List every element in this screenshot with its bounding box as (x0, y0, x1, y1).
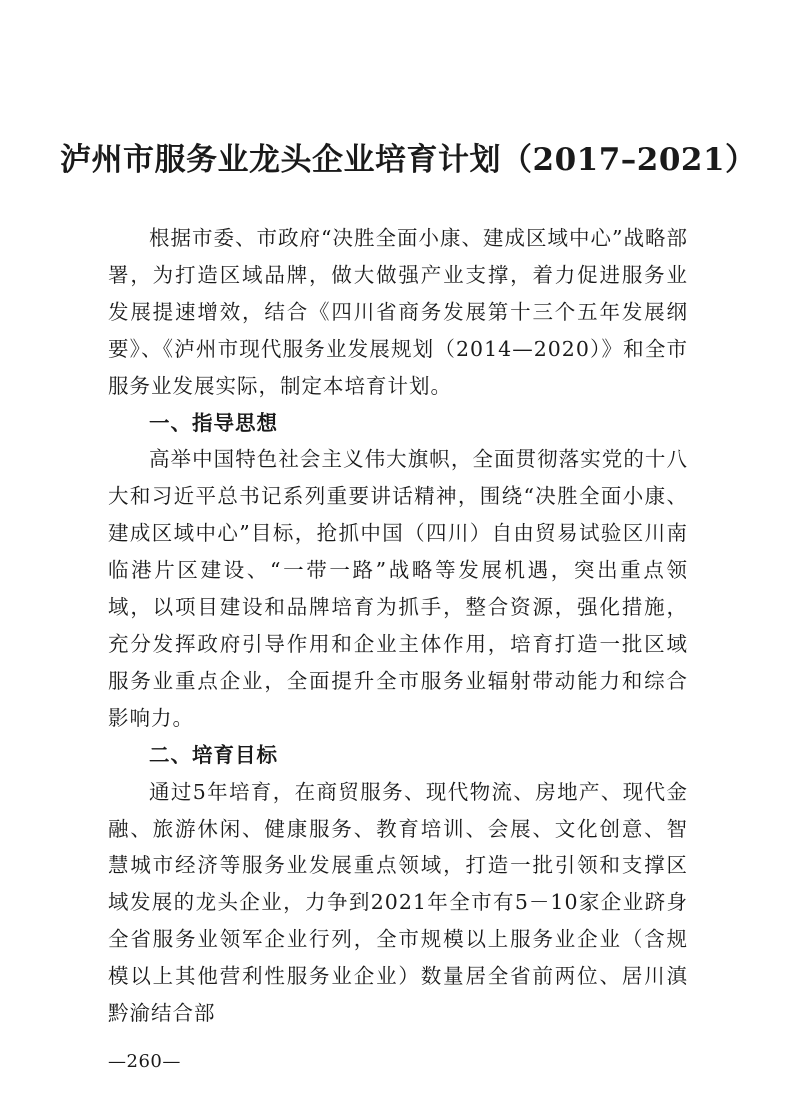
section-paragraph: 通过5年培育，在商贸服务、现代物流、房地产、现代金融、旅游休闲、健康服务、教育培训、会展、文化创意、智慧城市经济等服务业发展重点领域，打造一批引领和支撑区域发展的龙头企业，力争到2021年全市有5－10家企业跻身全省服务业领军企业行列，全市规模以上服务业企业（含规模以上其他营利性服务业企业）数量居全省前两位、居川滇黔渝结合部 (108, 779, 688, 1026)
page-number: —260— (108, 1051, 181, 1072)
section-paragraph: 高举中国特色社会主义伟大旗帜，全面贯彻落实党的十八大和习近平总书记系列重要讲话精神，围绕“决胜全面小康、建成区域中心”目标，抢抓中国（四川）自由贸易试验区川南临港片区建设、“一带一路”战略等发展机遇，突出重点领域，以项目建设和品牌培育为抓手，整合资源，强化措施，充分发挥政府引导作用和企业主体作用，培育打造一批区域服务业重点企业，全面提升全市服务业辐射带动能力和综合影响力。 (108, 447, 688, 730)
section-heading: 一、指导思想 (149, 410, 278, 435)
section-heading: 二、培育目标 (149, 742, 278, 767)
document-body (108, 220, 688, 1032)
section-guiding-ideology (108, 405, 688, 737)
intro-paragraph: 根据市委、市政府“决胜全面小康、建成区域中心”战略部署，为打造区域品牌，做大做强产业支撑，着力促进服务业发展提速增效，结合《四川省商务发展第十三个五年发展纲要》、《泸州市现代服务业发展规划（2014—2020）》和全市服务业发展实际，制定本培育计划。 (108, 226, 688, 398)
section-cultivation-goals (108, 737, 688, 1032)
document-title: 泸州市服务业龙头企业培育计划（2017–2021） (60, 142, 757, 178)
